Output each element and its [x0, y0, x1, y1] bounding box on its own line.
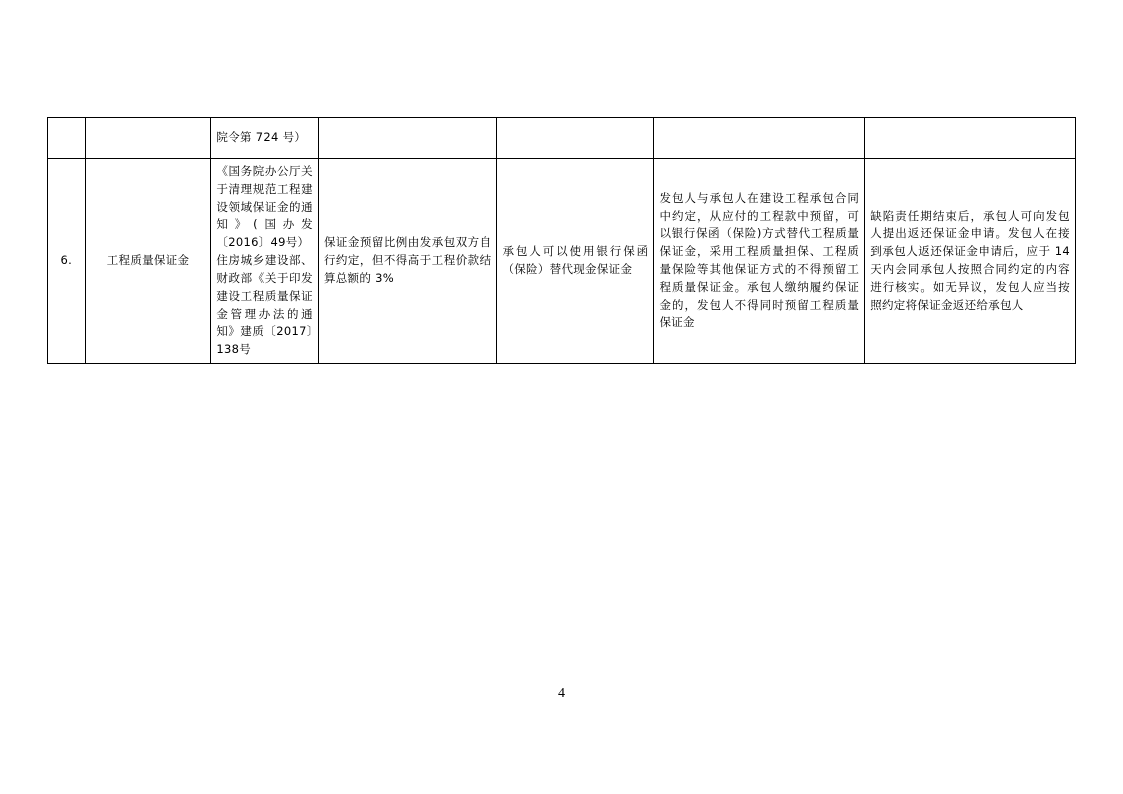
cell-legal-basis	[211, 159, 319, 364]
page-number: 4	[558, 686, 565, 701]
cell-number: 6.	[48, 159, 86, 364]
cell-form-continued	[497, 118, 654, 159]
legal-basis-paragraph-2: 住房城乡建设部、财政部《关于印发建设工程质量保证金管理办法的通知》建质〔2017〕138号	[216, 253, 313, 357]
cell-number-continued	[48, 118, 86, 159]
cell-basis-continued: 院令第 724 号）	[211, 118, 319, 159]
cell-name-continued	[85, 118, 211, 159]
cell-return-rule: 缺陷责任期结束后，承包人可向发包人提出返还保证金申请。发包人在接到承包人返还保证金申请后，应于 14 天内会同承包人按照合同约定的内容进行核实。如无异议，发包人应当按照约定将保证金返还给承包人	[865, 159, 1076, 364]
table-row-continuation	[48, 118, 1076, 159]
legal-basis-paragraph-1: 《国务院办公厅关于清理规范工程建设领域保证金的通知》(国办发〔2016〕49号）	[216, 164, 313, 250]
cell-deposit-name: 工程质量保证金	[85, 159, 211, 364]
cell-form: 承包人可以使用银行保函（保险）替代现金保证金	[497, 159, 654, 364]
cell-ratio: 保证金预留比例由发承包双方自行约定，但不得高于工程价款结算总额的 3%	[318, 159, 497, 364]
cell-requirement-continued	[654, 118, 865, 159]
guarantee-deposit-table	[47, 117, 1076, 364]
table-row	[48, 159, 1076, 364]
cell-return-continued	[865, 118, 1076, 159]
cell-ratio-continued	[318, 118, 497, 159]
cell-requirement: 发包人与承包人在建设工程承包合同中约定，从应付的工程款中预留，可以银行保函（保险)方式替代工程质量保证金，采用工程质量担保、工程质量保险等其他保证方式的不得预留工程质量保证金。承包人缴纳履约保证金的，发包人不得同时预留工程质量保证金	[654, 159, 865, 364]
